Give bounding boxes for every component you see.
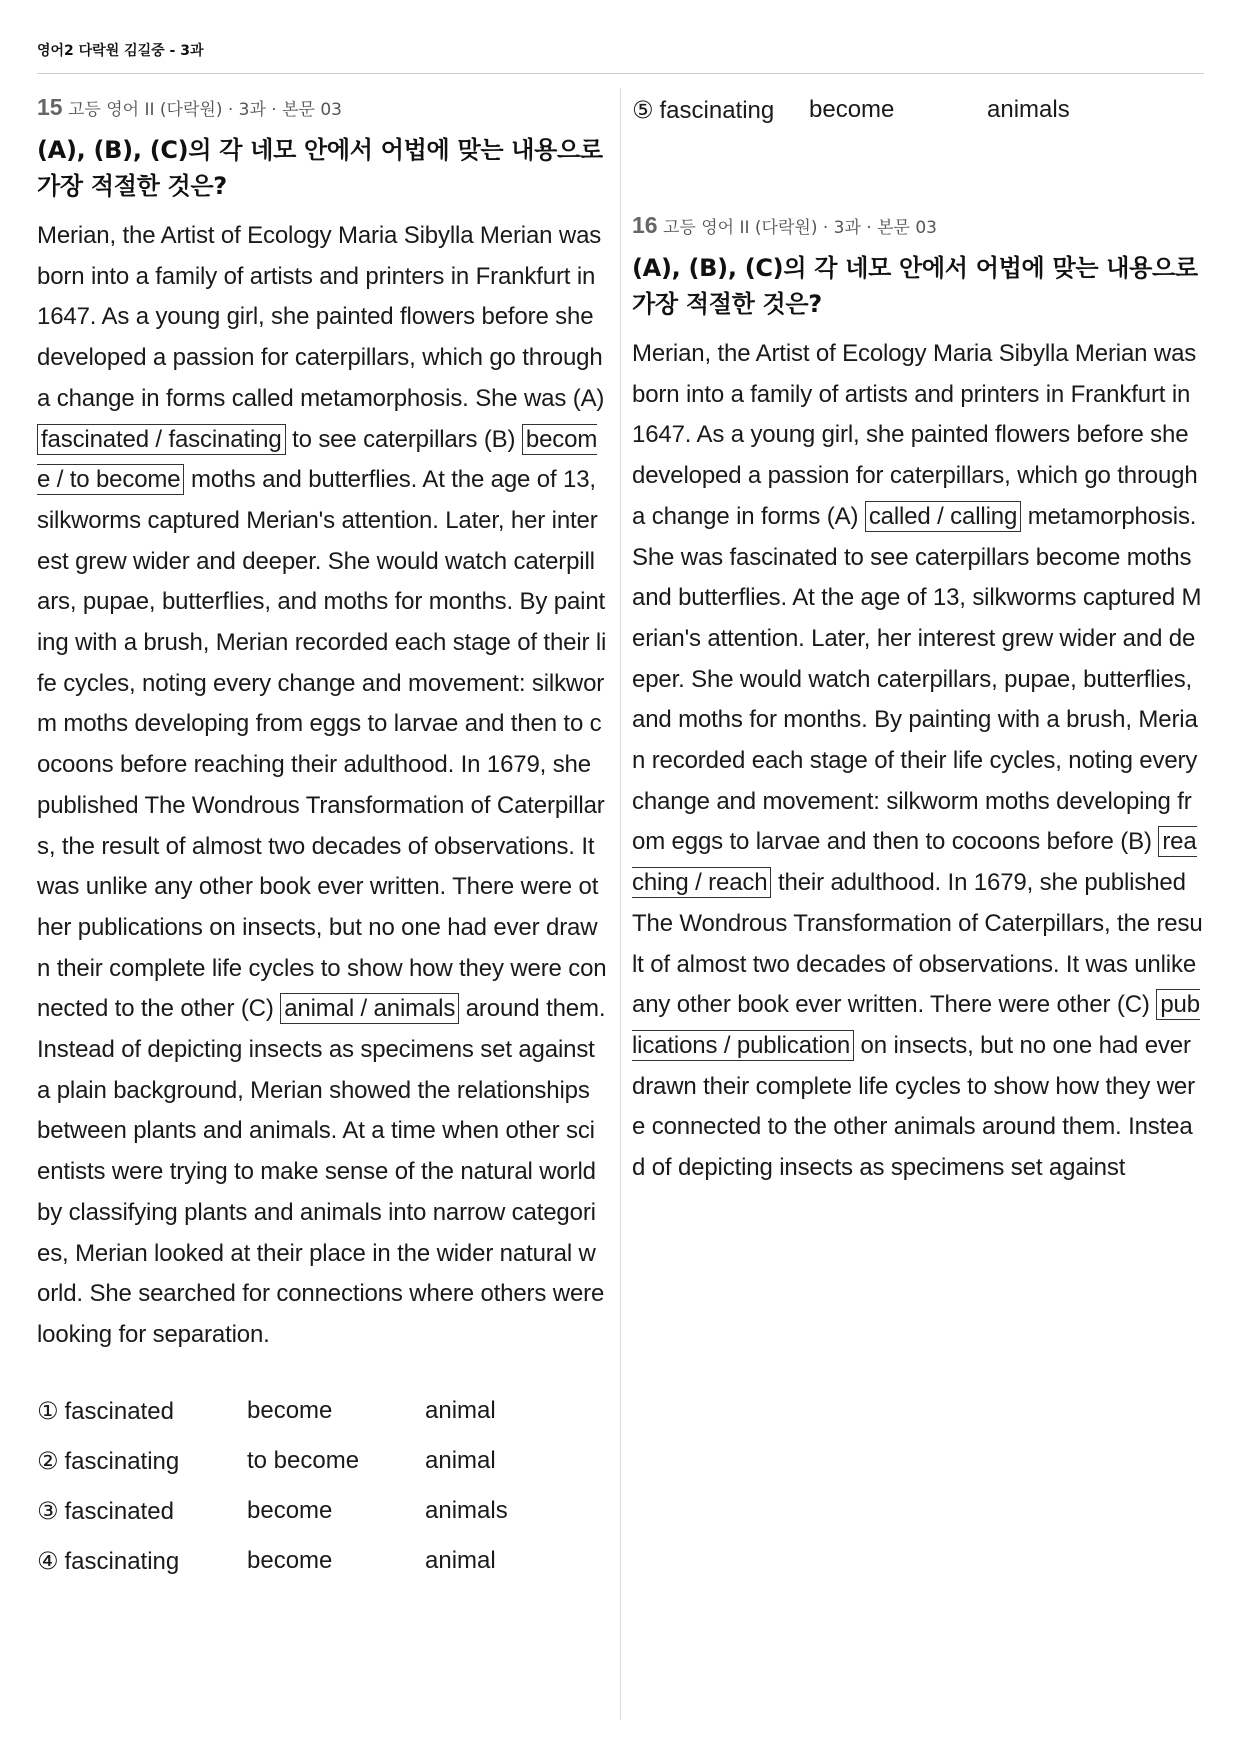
passage-text: on insects, but no one had ever drawn their complete life cycles to show how they were connected to the other animals around them. Instead of depicting insects as specimens set against — [632, 1031, 1195, 1182]
question-passage — [37, 216, 607, 1356]
choice-4[interactable] — [37, 1536, 607, 1586]
answer-box-c: animal / animals — [280, 993, 459, 1024]
choice-c: animal — [425, 1446, 496, 1474]
choice-a: fascinated — [64, 1397, 174, 1425]
answer-box-a: fascinated / fascinating — [37, 424, 286, 455]
choice-number: ④ — [37, 1546, 59, 1575]
left-column — [37, 90, 607, 1586]
choice-number: ① — [37, 1396, 59, 1425]
answer-box-b: become / to become — [37, 425, 598, 494]
question-source: 고등 영어 II (다락원) · 3과 · 본문 03 — [663, 218, 937, 238]
choice-c: animal — [425, 1546, 496, 1574]
header-divider — [37, 73, 1204, 74]
choice-2[interactable] — [37, 1436, 607, 1486]
answer-choices — [37, 1386, 607, 1586]
choice-b: to become — [247, 1446, 360, 1474]
choice-c: animal — [425, 1396, 496, 1424]
question-prompt: (A), (B), (C)의 각 네모 안에서 어법에 맞는 내용으로 가장 적절한 것은? — [37, 136, 603, 200]
choice-a: fascinating — [659, 97, 775, 124]
passage-text: around them. Instead of depicting insects as specimens set against a plain background, Merian showed the relationships between plants and animals. At a time when other scientists were trying to make sense of the natural world by classifying plants and animals into narrow categories, Merian looked at their place in the wider natural world. She searched for connections where others were looking for separation. — [37, 995, 606, 1348]
passage-text: their adulthood. In 1679, she published The Wondrous Transformation of Caterpillars, the result of almost two decades of observations. It was unlike any other book ever written. There were other (C) — [632, 869, 1203, 1019]
question-source: 고등 영어 II (다락원) · 3과 · 본문 03 — [68, 100, 342, 120]
answer-box-c: publications / publication — [632, 991, 1200, 1059]
choice-a: fascinated — [64, 1497, 174, 1525]
choice-b: become — [247, 1546, 333, 1574]
question-meta — [632, 208, 1204, 242]
choice-b: become — [247, 1496, 333, 1524]
question-prompt: (A), (B), (C)의 각 네모 안에서 어법에 맞는 내용으로 가장 적절한 것은? — [632, 254, 1198, 318]
passage-text: Merian, the Artist of Ecology Maria Sibylla Merian was born into a family of artists and printers in Frankfurt in 1647. As a young girl, she painted flowers before she developed a passion for caterpillars, which go through a change in forms (A) — [632, 340, 1198, 530]
question-16 — [632, 208, 1204, 1189]
choice-number: ⑤ — [632, 96, 654, 124]
question-meta — [37, 90, 607, 124]
choice-b: become — [247, 1396, 333, 1424]
page-header: 영어2 다락원 김길중 - 3과 — [37, 43, 204, 59]
choice-number: ② — [37, 1446, 59, 1475]
passage-text: moths and butterflies. At the age of 13, silkworms captured Merian's attention. Later, her interest grew wider and deeper. She would watch caterpillars, pupae, butterflies, and moths for months. By painting with a brush, Merian recorded each stage of their life cycles, noting every change and movement: silkworm moths developing from eggs to larvae and then to cocoons before reaching their adulthood. In 1679, she published The Wondrous Transformation of Caterpillars, the result of almost two decades of observations. It was unlike any other book ever written. There were other publications on insects, but no one had ever drawn their complete life cycles to show how they were connected to the other (C) — [37, 466, 607, 1023]
passage-text: Merian, the Artist of Ecology Maria Sibylla Merian was born into a family of artists and printers in Frankfurt in 1647. As a young girl, she painted flowers before she developed a passion for caterpillars, which go through a change in forms called metamorphosis. She was (A) — [37, 222, 605, 412]
choice-number: ③ — [37, 1496, 59, 1525]
answer-box-a: called / calling — [865, 501, 1021, 532]
choice-c: animals — [425, 1496, 508, 1524]
column-divider — [620, 88, 621, 1720]
passage-text: to see caterpillars (B) — [285, 425, 522, 453]
choice-b: become — [809, 96, 895, 123]
question-number: 16 — [632, 212, 658, 238]
question-15 — [37, 90, 607, 1586]
answer-choices-continued — [632, 90, 1204, 130]
choice-5[interactable] — [632, 90, 1204, 130]
choice-c: animals — [987, 96, 1070, 123]
choice-1[interactable] — [37, 1386, 607, 1436]
question-number: 15 — [37, 94, 63, 120]
choice-3[interactable] — [37, 1486, 607, 1536]
right-column — [632, 90, 1204, 1189]
choice-a: fascinating — [64, 1447, 180, 1475]
answer-box-b: reaching / reach — [632, 828, 1197, 897]
passage-text: metamorphosis. She was fascinated to see caterpillars become moths and butterflies. At the age of 13, silkworms captured Merian's attention. Later, her interest grew wider and deeper. She would watch caterpillars, pupae, butterflies, and moths for months. By painting with a brush, Merian recorded each stage of their life cycles, noting every change and movement: silkworm moths developing from eggs to larvae and then to cocoons before (B) — [632, 502, 1202, 856]
choice-a: fascinating — [64, 1547, 180, 1575]
question-passage — [632, 334, 1204, 1189]
